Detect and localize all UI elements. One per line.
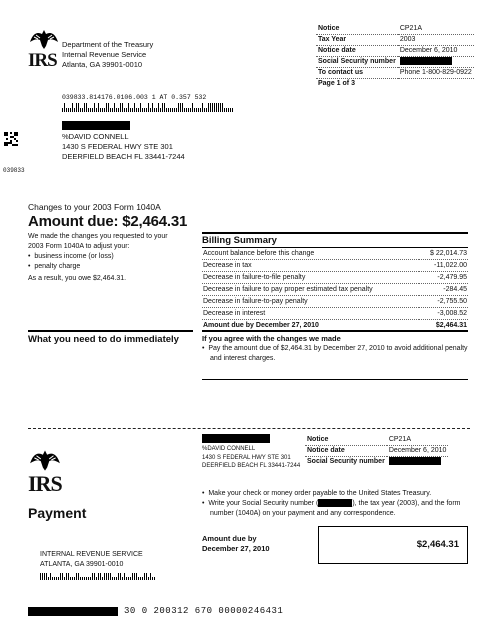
barcode-bar [48, 577, 49, 580]
scan-redaction [28, 607, 118, 616]
irs-logo [28, 28, 60, 71]
barcode-bar [178, 103, 179, 112]
todo-rule-left [28, 330, 193, 332]
barcode-bar [104, 573, 105, 580]
barcode-bar [140, 577, 141, 580]
barcode-bar [118, 573, 119, 580]
page-number: Page 1 of 3 [318, 80, 355, 87]
amount-due-box [318, 526, 468, 564]
barcode-bar [86, 577, 87, 580]
billing-total-label: Amount due by December 27, 2010 [203, 322, 319, 329]
billing-value: -284.45 [419, 284, 468, 296]
eagle-icon [28, 448, 62, 472]
barcode-bar [68, 573, 69, 580]
tax-year-label: Tax Year [316, 35, 398, 46]
voucher-street: 1430 S FEDERAL HWY STE 301 [202, 454, 291, 461]
barcode-bar [64, 577, 65, 580]
barcode-bar [188, 108, 189, 113]
billing-summary [202, 232, 468, 331]
barcode-bar [142, 577, 143, 580]
ssn-row [316, 57, 474, 68]
barcode-bar [172, 108, 173, 113]
barcode-bar [136, 108, 137, 113]
billing-label: Account balance before this change [202, 248, 419, 260]
barcode-bar [194, 108, 195, 113]
barcode-bar [110, 573, 111, 580]
contact-row [316, 68, 474, 79]
voucher-date-value: December 6, 2010 [387, 446, 449, 457]
barcode-bar [152, 103, 153, 112]
barcode-bar [154, 108, 155, 113]
instruction-item: • Make your check or money order payable to the United States Treasury. [202, 490, 432, 497]
barcode-bar [150, 573, 151, 580]
barcode-bar [152, 577, 153, 580]
barcode-bar [204, 108, 205, 113]
billing-row [202, 308, 468, 320]
billing-value: -2,755.50 [419, 296, 468, 308]
barcode-bar [166, 108, 167, 113]
barcode-bar [76, 573, 77, 580]
barcode-bar [122, 577, 123, 580]
barcode-bar [74, 108, 75, 113]
amount-due-title: Amount due: $2,464.31 [28, 213, 188, 230]
voucher-notice-row [305, 435, 448, 446]
amount-due-line2: December 27, 2010 [202, 544, 270, 553]
barcode-bar [88, 108, 89, 113]
notice-label: Notice [316, 24, 398, 35]
voucher-notice-label: Notice [305, 435, 387, 446]
barcode-bar [184, 108, 185, 113]
barcode-bar [54, 577, 55, 580]
side-code: 039833 [3, 167, 25, 174]
voucher-date-row [305, 446, 448, 457]
barcode-bar [168, 108, 169, 113]
barcode-bar [40, 573, 41, 580]
barcode-bar [70, 108, 71, 113]
barcode-bar [64, 103, 65, 112]
voucher-name: %DAVID CONNELL [202, 446, 256, 452]
barcode-bar [82, 108, 83, 113]
barcode-bar [66, 108, 67, 113]
todo-rule-right [202, 330, 468, 332]
recipient-street: 1430 S FEDERAL HWY STE 301 [62, 142, 173, 151]
amount-due-box-value: $2,464.31 [416, 539, 459, 550]
barcode-bar [208, 103, 209, 112]
barcode-bar [108, 103, 109, 112]
voucher-city: DEERFIELD BEACH FL 33441-7244 [202, 463, 301, 469]
barcode-bar [198, 108, 199, 113]
barcode-bar [112, 577, 113, 580]
barcode-bar [136, 573, 137, 580]
barcode-bar [158, 103, 159, 112]
barcode-bar [110, 108, 111, 113]
billing-value: -11,022.00 [419, 260, 468, 272]
barcode-bar [182, 103, 183, 112]
billing-title: Billing Summary [202, 235, 468, 248]
instruction-item: • Write your Social Security number ( ), the tax year (2003), and the form [202, 500, 461, 507]
barcode-bar [196, 108, 197, 113]
barcode-bar [114, 103, 115, 112]
barcode-bar [170, 108, 171, 113]
agency-line: Internal Revenue Service [62, 50, 147, 59]
barcode-bar [216, 103, 217, 112]
barcode-bar [146, 573, 147, 580]
agree-section [202, 334, 468, 364]
barcode-bar [140, 103, 141, 112]
voucher-ssn-redaction [389, 457, 441, 465]
contact-value: Phone 1-800-829-0922 [398, 68, 474, 79]
barcode-bar [80, 577, 81, 580]
barcode-bar [80, 108, 81, 113]
barcode-bar [126, 108, 127, 113]
barcode-bar [232, 108, 233, 113]
barcode-bar [100, 573, 101, 580]
billing-label: Decrease in failure-to-pay penalty [202, 296, 419, 308]
barcode-bar [132, 573, 133, 580]
barcode-bar [58, 577, 59, 580]
barcode-bar [84, 103, 85, 112]
voucher-notice-box [305, 435, 447, 467]
barcode-bar [142, 108, 143, 113]
barcode-bar [218, 103, 219, 112]
ssn-label: Social Security number [316, 57, 398, 68]
barcode-bar [132, 108, 133, 113]
barcode-bar [94, 103, 95, 112]
barcode-bar [224, 108, 225, 113]
payment-instructions [202, 489, 472, 519]
barcode-bar [98, 103, 99, 112]
barcode-bar [70, 577, 71, 580]
barcode-bar [62, 108, 63, 113]
voucher-name-redaction [202, 434, 270, 443]
notice-date-row [316, 46, 474, 57]
barcode-bar [98, 573, 99, 580]
postal-barcode [62, 103, 238, 112]
agree-bullet: • Pay the amount due of $2,464.31 by December 27, 2010 to avoid additional penalty [202, 345, 468, 352]
voucher-irs-text: IRS [28, 471, 62, 496]
intro-text: We made the changes you requested to your [28, 233, 168, 240]
barcode-bar [126, 577, 127, 580]
barcode-bar [124, 573, 125, 580]
agency-address [62, 40, 153, 70]
billing-value: -2,479.95 [419, 272, 468, 284]
barcode-bar [44, 573, 45, 580]
barcode-bar [82, 577, 83, 580]
barcode-bar [72, 103, 73, 112]
notice-row [316, 24, 474, 35]
barcode-bar [230, 108, 231, 113]
barcode-bar [90, 577, 91, 580]
barcode-bar [50, 573, 51, 580]
tear-line [28, 428, 470, 429]
notice-value: CP21A [398, 24, 474, 35]
barcode-bar [62, 573, 63, 580]
voucher-ssn-label: Social Security number [307, 458, 385, 465]
intro-closing: As a result, you owe $2,464.31. [28, 275, 127, 282]
irs-mailing-address [40, 550, 143, 570]
barcode-bar [66, 573, 67, 580]
barcode-bar [128, 103, 129, 112]
barcode-bar [124, 108, 125, 113]
barcode-bar [226, 108, 227, 113]
barcode-bar [180, 103, 181, 112]
barcode-bar [84, 577, 85, 580]
recipient-address [62, 132, 185, 162]
barcode-bar [72, 577, 73, 580]
barcode-bar [210, 103, 211, 112]
barcode-bar [220, 103, 221, 112]
barcode-bar [134, 573, 135, 580]
barcode-bar [92, 108, 93, 113]
barcode-bar [160, 108, 161, 113]
billing-row [202, 260, 468, 272]
qr-code [4, 132, 18, 146]
barcode-bar [74, 577, 75, 580]
barcode-bar [90, 108, 91, 113]
barcode-bar [106, 103, 107, 112]
barcode-bar [190, 108, 191, 113]
agree-heading: If you agree with the changes we made [202, 334, 341, 343]
barcode-number: 039833.814176.0106.003 1 AT 0.357 532 [62, 94, 207, 101]
notice-subtitle: Changes to your 2003 Form 1040A [28, 202, 161, 212]
barcode-bar [156, 108, 157, 113]
voucher-address [202, 445, 300, 471]
barcode-bar [60, 573, 61, 580]
barcode-bar [42, 573, 43, 580]
barcode-bar [146, 108, 147, 113]
barcode-bar [202, 103, 203, 112]
barcode-bar [94, 573, 95, 580]
barcode-bar [144, 573, 145, 580]
billing-value: -3,008.52 [419, 308, 468, 320]
voucher-irs-logo [28, 448, 72, 494]
notice-box [316, 24, 472, 89]
agency-line: Department of the Treasury [62, 40, 154, 49]
irs-address-line: ATLANTA, GA 39901-0010 [40, 561, 124, 568]
recipient-city: DEERFIELD BEACH FL 33441-7244 [62, 152, 185, 161]
todo-heading: What you need to do immediately [28, 334, 179, 345]
barcode-bar [148, 103, 149, 112]
billing-total-value: $2,464.31 [435, 322, 467, 329]
barcode-bar [206, 108, 207, 113]
barcode-bar [148, 577, 149, 580]
barcode-bar [138, 108, 139, 113]
barcode-bar [130, 108, 131, 113]
instruction-cont: number (1040A) on your payment and any correspondence. [210, 510, 396, 517]
barcode-bar [114, 577, 115, 580]
barcode-bar [96, 108, 97, 113]
barcode-bar [192, 103, 193, 112]
barcode-bar [222, 103, 223, 112]
billing-row [202, 284, 468, 296]
barcode-bar [102, 577, 103, 580]
barcode-bar [176, 108, 177, 113]
amount-due-label [202, 534, 270, 554]
barcode-bar [144, 108, 145, 113]
barcode-bar [52, 577, 53, 580]
billing-label: Decrease in failure-to-file penalty [202, 272, 419, 284]
ssn-redaction [400, 57, 452, 65]
bullet-item: • business income (or loss) [28, 253, 114, 260]
billing-value: $ 22,014.73 [419, 248, 468, 260]
barcode-bar [106, 573, 107, 580]
barcode-bar [120, 103, 121, 112]
barcode-bar [174, 108, 175, 113]
payment-heading: Payment [28, 505, 87, 521]
barcode-bar [130, 577, 131, 580]
intro-section [28, 202, 193, 284]
barcode-bar [120, 573, 121, 580]
barcode-bar [92, 573, 93, 580]
recipient-name: %DAVID CONNELL [62, 132, 129, 141]
instr-ssn-redaction [318, 499, 352, 507]
barcode-bar [134, 103, 135, 112]
barcode-bar [154, 577, 155, 580]
barcode-bar [116, 577, 117, 580]
barcode-bar [108, 573, 109, 580]
barcode-bar [68, 108, 69, 113]
agency-line: Atlanta, GA 39901-0010 [62, 60, 143, 69]
barcode-bar [118, 108, 119, 113]
billing-row [202, 248, 468, 260]
notice-date-value: December 6, 2010 [398, 46, 474, 57]
irs-logo-text: IRS [28, 50, 57, 71]
scan-line: 30 0 200312 670 00000246431 [124, 606, 284, 616]
tax-year-value: 2003 [398, 35, 474, 46]
barcode-bar [228, 108, 229, 113]
barcode-bar [122, 103, 123, 112]
name-redaction [62, 121, 130, 130]
amount-due-line1: Amount due by [202, 534, 257, 543]
barcode-bar [138, 577, 139, 580]
barcode-bar [102, 108, 103, 113]
billing-label: Decrease in failure to pay proper estimated tax penalty [202, 284, 419, 296]
irs-postal-barcode [40, 572, 160, 580]
barcode-bar [56, 577, 57, 580]
barcode-bar [96, 577, 97, 580]
barcode-bar [76, 103, 77, 112]
barcode-bar [150, 108, 151, 113]
agree-bullet-cont: and interest charges. [210, 355, 276, 362]
barcode-bar [212, 103, 213, 112]
notice-date-label: Notice date [316, 46, 398, 57]
barcode-bar [46, 573, 47, 580]
barcode-bar [88, 577, 89, 580]
barcode-bar [112, 108, 113, 113]
billing-label: Decrease in interest [202, 308, 419, 320]
tax-year-row [316, 35, 474, 46]
barcode-bar [162, 103, 163, 112]
voucher-ssn-row [305, 457, 448, 468]
billing-row [202, 272, 468, 284]
voucher-notice-value: CP21A [387, 435, 449, 446]
barcode-bar [86, 103, 87, 112]
barcode-bar [128, 577, 129, 580]
contact-label: To contact us [316, 68, 398, 79]
intro-text: 2003 Form 1040A to adjust your: [28, 243, 130, 250]
barcode-bar [100, 108, 101, 113]
barcode-bar [78, 103, 79, 112]
bullet-item: • penalty charge [28, 263, 81, 270]
irs-address-line: INTERNAL REVENUE SERVICE [40, 551, 143, 558]
billing-row [202, 296, 468, 308]
voucher-date-label: Notice date [305, 446, 387, 457]
barcode-bar [78, 573, 79, 580]
barcode-bar [214, 103, 215, 112]
barcode-bar [200, 108, 201, 113]
billing-label: Decrease in tax [202, 260, 419, 272]
barcode-bar [186, 108, 187, 113]
eagle-icon [28, 28, 60, 50]
barcode-bar [104, 108, 105, 113]
barcode-bar [164, 103, 165, 112]
barcode-bar [116, 108, 117, 113]
